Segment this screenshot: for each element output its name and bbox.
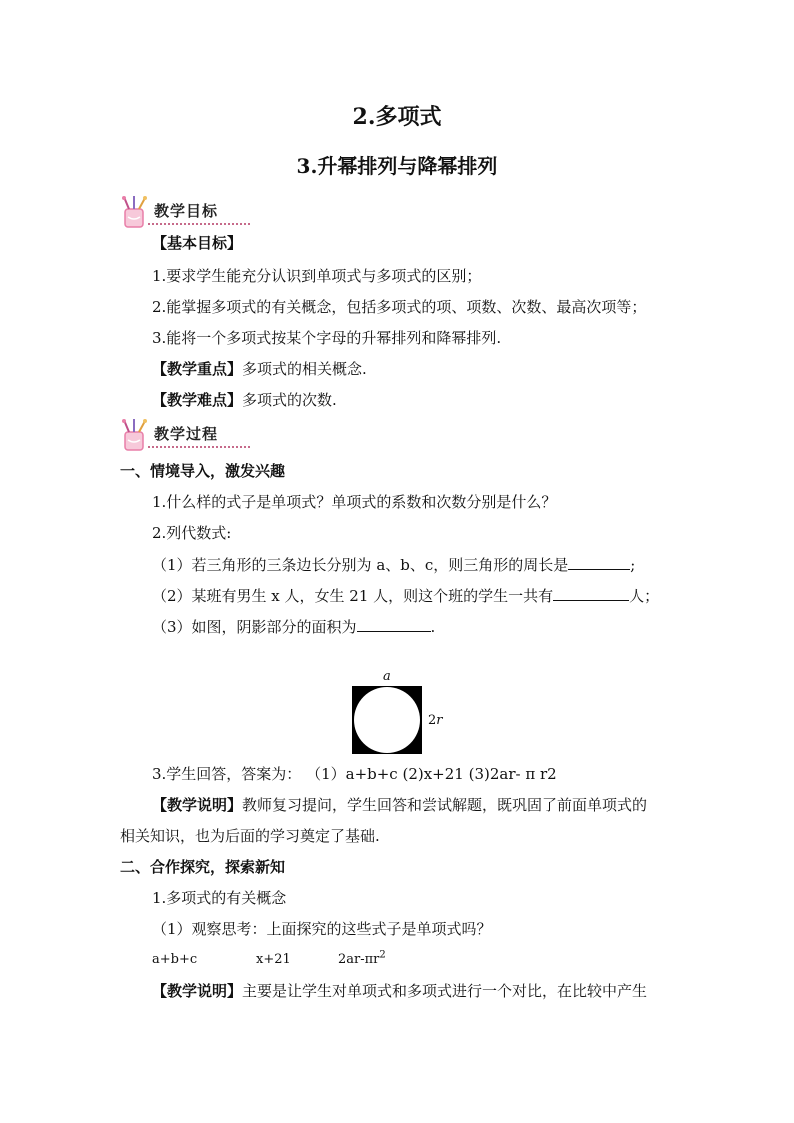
question-2-1-end: ; [630,556,636,574]
question-2-1 [152,554,635,575]
goal-3: 3.能将一个多项式按某个字母的升幂排列和降幂排列. [152,329,502,347]
badge-underline [148,446,250,448]
question-2-2-text: （2）某班有男生 x 人，女生 21 人，则这个班的学生一共有 [152,587,554,605]
question-1: 1.什么样的式子是单项式？单项式的系数和次数分别是什么？ [152,493,557,511]
answer-line: 3.学生回答，答案为： （1）a+b+c (2)x+21 (3)2ar- π r2 [152,765,557,783]
note-1-text: 教师复习提问，学生回答和尝试解题，既巩固了前面单项式的 [242,796,648,814]
note-2-text: 主要是让学生对单项式和多项式进行一个对比，在比较中产生 [242,982,648,1000]
note-2-label: 【教学说明】 [152,982,243,1000]
key-point-line [152,359,367,379]
expression-3-exponent: 2 [379,949,386,961]
note-1-label: 【教学说明】 [152,796,243,814]
pen-cup-icon [118,418,152,452]
difficulty-text: 多项式的次数. [242,391,337,409]
page-subtitle: 3.升幂排列与降幂排列 [296,154,498,178]
expression-2: x+21 [256,952,291,967]
goal-1: 1.要求学生能充分认识到单项式与多项式的区别； [152,267,482,285]
pen-cup-icon [118,195,152,229]
observe-question: （1）观察思考：上面探究的这些式子是单项式吗？ [152,920,492,938]
figure-label-2r-var: r [436,713,443,728]
question-2-3-end: . [430,618,436,636]
question-2-3 [152,616,435,637]
part2-heading: 二、合作探究，探索新知 [120,858,286,876]
question-2-2 [152,585,659,606]
note-1-line-2: 相关知识，也为后面的学习奠定了基础. [120,827,380,845]
concept-heading: 1.多项式的有关概念 [152,889,287,907]
figure-label-2r [428,711,443,731]
difficulty-line [152,390,337,410]
goal-2: 2.能掌握多项式的有关概念，包括多项式的项、项数、次数、最高次项等； [152,298,647,316]
badge-label: 教学目标 [154,202,219,220]
basic-goal-label: 【基本目标】 [152,234,243,252]
question-2: 2.列代数式: [152,524,232,542]
answer-blank [568,554,630,570]
difficulty-label: 【教学难点】 [152,391,243,409]
expression-3-base: 2ar-πr [338,952,380,967]
figure-label-a: a [383,669,391,684]
answer-blank [357,616,431,632]
answer-blank [553,585,629,601]
figure-label-2r-num: 2 [428,713,437,728]
note-1-line-1 [152,795,647,815]
inscribed-circle [354,687,420,753]
badge-label: 教学过程 [154,425,219,443]
question-2-3-text: （3）如图，阴影部分的面积为 [152,618,357,636]
note-2-line-1 [152,981,647,1001]
shaded-square-figure [352,686,422,754]
part1-heading: 一、情境导入，激发兴趣 [120,462,286,480]
section-badge-process [118,418,250,454]
expression-1: a+b+c [152,952,198,967]
badge-underline [148,223,250,225]
key-point-text: 多项式的相关概念. [242,360,367,378]
page-title: 2.多项式 [352,104,442,130]
expression-3 [338,950,386,970]
question-2-2-end: 人； [629,587,660,605]
section-badge-goals [118,195,250,231]
question-2-1-text: （1）若三角形的三条边长分别为 a、b、c，则三角形的周长是 [152,556,569,574]
key-point-label: 【教学重点】 [152,360,243,378]
